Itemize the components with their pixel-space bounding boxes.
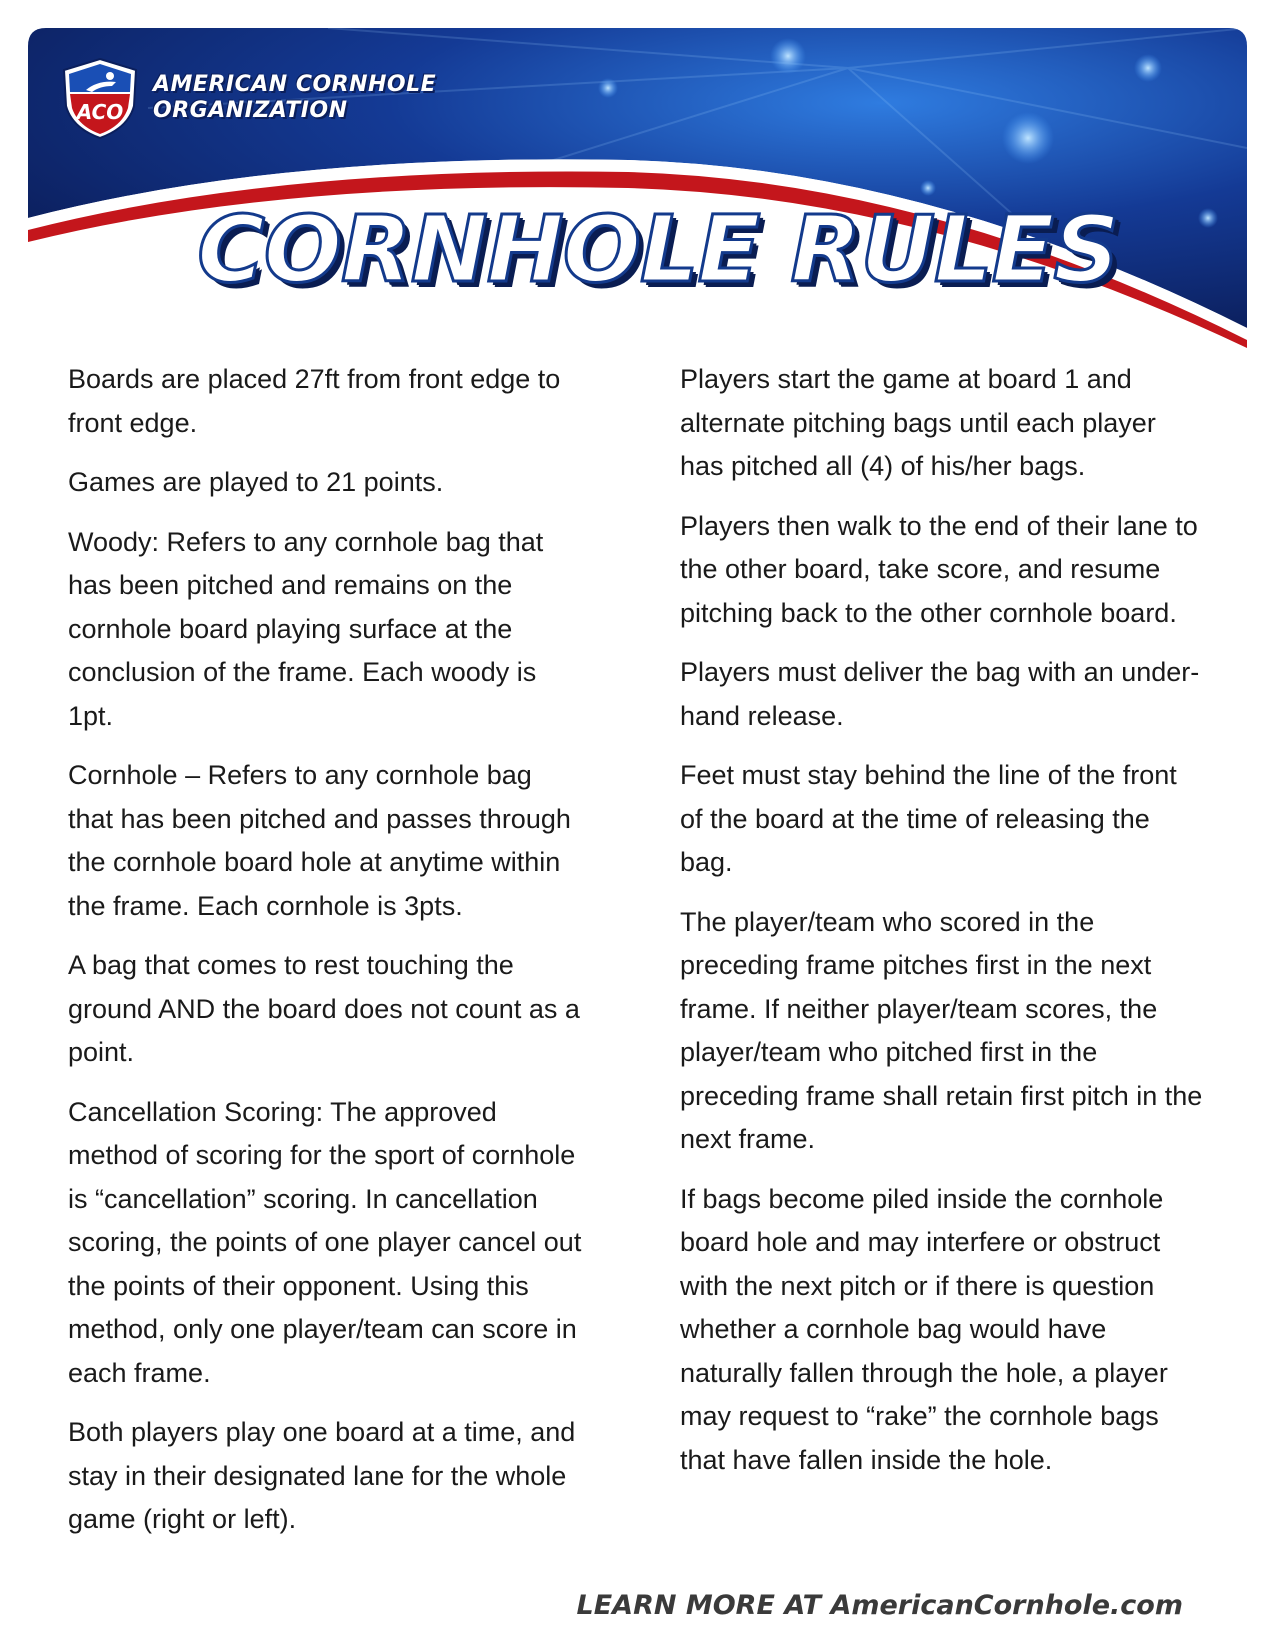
rule-paragraph: Cornhole – Refers to any cornhole bag that has been pitched and passes through the cornhole board hole at anytime within the frame. Each cornhole is 3pts.	[68, 760, 571, 921]
rule-paragraph: A bag that comes to rest touching the ground AND the board does not count as a point.	[68, 950, 580, 1067]
aco-logo	[58, 56, 142, 140]
rule-paragraph: Cancellation Scoring: The approved method of scoring for the sport of cornhole is “cancellation” scoring. In cancellation scoring, the points of one player cancel out the points of their opponent. Using this method, only one player/team can score in each frame.	[68, 1096, 582, 1388]
rule-paragraph: Woody: Refers to any cornhole bag that has been pitched and remains on the cornhole board playing surface at the conclusion of the frame. Each woody is 1pt.	[68, 526, 544, 731]
organization-name	[153, 72, 436, 124]
rule-paragraph: Feet must stay behind the line of the front of the board at the time of releasing the bag.	[680, 760, 1177, 877]
rule-paragraph: The player/team who scored in the preceding frame pitches first in the next frame. If neither player/team scores, the player/team who pitched first in the preceding frame shall retain first pitch in the next frame.	[680, 906, 1203, 1154]
rule-paragraph: Both players play one board at a time, and stay in their designated lane for the whole game (right or left).	[68, 1417, 576, 1534]
rule-paragraph: Players start the game at board 1 and alternate pitching bags until each player has pitched all (4) of his/her bags.	[680, 364, 1156, 481]
org-name-line1: AMERICAN CORNHOLE	[153, 72, 437, 97]
rules-column-left	[68, 358, 583, 1558]
org-name-line2: ORGANIZATION	[153, 98, 348, 123]
logo-text: ACO	[76, 100, 124, 124]
rule-paragraph: Boards are placed 27ft from front edge to front edge.	[68, 364, 561, 438]
rules-column-right	[680, 358, 1205, 1498]
footer-learn-more: LEARN MORE AT AmericanCornhole.com	[576, 1590, 1183, 1621]
rule-paragraph: Players must deliver the bag with an under-hand release.	[680, 657, 1200, 731]
rule-paragraph: If bags become piled inside the cornhole board hole and may interfere or obstruct with the next pitch or if there is question whether a cornhole bag would have naturally fallen through the hole, a player may request to “rake” the cornhole bags that have fallen inside the hole.	[680, 1183, 1168, 1475]
header-banner	[28, 28, 1247, 348]
rule-paragraph: Games are played to 21 points.	[68, 467, 444, 497]
rule-paragraph: Players then walk to the end of their lane to the other board, take score, and resume pitching back to the other cornhole board.	[680, 510, 1198, 628]
page-title: CORNHOLE RULES	[197, 196, 1119, 303]
